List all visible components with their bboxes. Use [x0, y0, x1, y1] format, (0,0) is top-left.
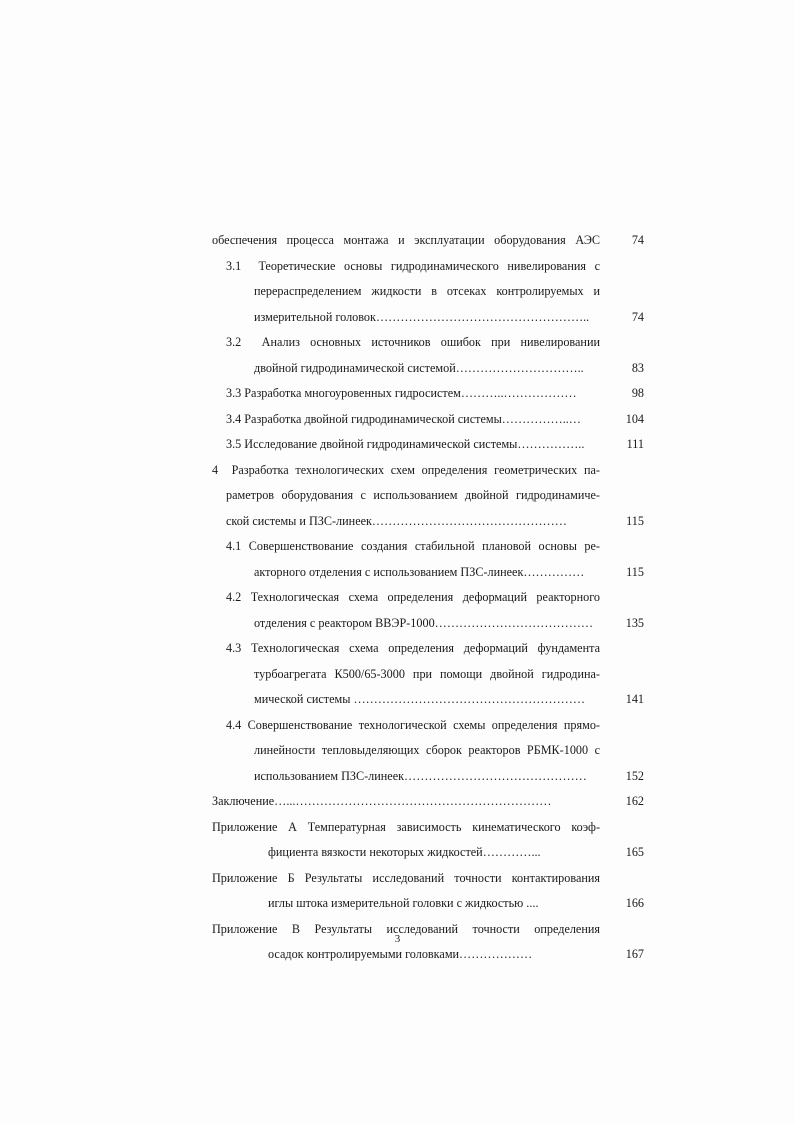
toc-line: использованием ПЗС-линеек……………………………………… — [254, 768, 587, 783]
toc-page-number: 152 — [625, 768, 644, 783]
toc-page-number: 141 — [625, 692, 644, 706]
toc-line: измерительной головок…………………………………………….. — [254, 309, 590, 324]
toc-line: осадок контролируемыми головками……………… — [268, 947, 533, 961]
toc-line: мической системы ………………………………………………… — [254, 692, 586, 706]
toc-entry-number: 3.4 — [226, 411, 242, 426]
toc-line: Разработка многоуровенных гидросистем………..……………… — [244, 386, 577, 400]
toc-page-number: 166 — [625, 896, 644, 910]
toc-page-number: 115 — [626, 513, 644, 528]
toc-entry-3-1 — [226, 254, 644, 331]
toc-page-number: 165 — [625, 845, 644, 859]
toc-line: акторного отделения с использованием ПЗС-линеек…………… — [254, 564, 585, 579]
toc-line: Исследование двойной гидродинамической системы…………….. — [244, 437, 585, 451]
toc-line: Анализ основных источников ошибок при нивелировании — [261, 335, 600, 349]
toc-page-number: 83 — [631, 360, 644, 375]
toc-line: перераспределением жидкости в отсеках контролируемых и — [254, 284, 600, 298]
toc-entry-3-2 — [226, 330, 644, 381]
toc-entry-number: 3.3 — [226, 386, 242, 400]
toc-line: Разработка технологических схем определения геометрических па- — [231, 462, 600, 477]
toc-line: иглы штока измерительной головки с жидкостью .... — [268, 896, 539, 910]
toc-page-number: 98 — [631, 386, 644, 400]
toc-entry-number: 4.1 — [226, 539, 242, 553]
toc-line: Разработка двойной гидродинамической системы……………..… — [244, 411, 581, 426]
toc-line: Заключение…...……………………………………………………… — [212, 794, 552, 808]
toc-entry-number: 4 — [212, 462, 219, 477]
toc-line: обеспечения процесса монтажа и эксплуатации оборудования АЭС — [212, 233, 600, 247]
toc-line: Приложение Б Результаты исследований точности контактирования — [212, 870, 600, 885]
toc-page-number: 74 — [631, 233, 644, 247]
toc-entry-chapter-4 — [212, 458, 644, 535]
toc-entry-continuation — [212, 228, 644, 254]
toc-page-number: 104 — [625, 411, 644, 426]
toc-line: Приложение В Результаты исследований точности определения — [212, 921, 600, 936]
toc-entry-3-3 — [226, 381, 644, 407]
toc-line: турбоагрегата К500/65-3000 при помощи двойной гидродина- — [254, 666, 600, 681]
toc-page-number: 74 — [631, 309, 644, 324]
toc-page-number: 115 — [626, 564, 644, 579]
toc-entry-4-3 — [226, 636, 644, 713]
toc-line: линейности тепловыделяющих сборок реакторов РБМК-1000 с — [254, 743, 600, 757]
toc-page-number: 167 — [625, 947, 644, 961]
toc-entry-3-5 — [226, 432, 644, 458]
toc-page-number: 135 — [625, 615, 644, 630]
toc-line: Технологическая схема определения деформаций фундамента — [250, 641, 600, 655]
toc-entry-4-4 — [226, 713, 644, 790]
toc-entry-appendix-a — [212, 815, 644, 866]
toc-entry-number: 4.3 — [226, 641, 242, 655]
toc-entry-number: 3.1 — [226, 258, 242, 273]
toc-line: раметров оборудования с использованием двойной гидродинамиче- — [226, 488, 600, 502]
toc-line: двойной гидродинамической системой………………………….. — [254, 360, 584, 375]
toc-entry-number: 4.2 — [226, 590, 242, 604]
toc-page-number: 162 — [625, 794, 644, 808]
toc-entry-3-4 — [226, 407, 644, 433]
toc-line: фициента вязкости некоторых жидкостей…………... — [268, 845, 541, 859]
toc-entry-number: 3.2 — [226, 335, 242, 349]
toc-entry-appendix-b — [212, 866, 644, 917]
toc-entry-4-2 — [226, 585, 644, 636]
toc-line: Теоретические основы гидродинамического нивелирования с — [258, 258, 600, 273]
toc-entry-number: 4.4 — [226, 717, 242, 732]
toc-line: Совершенствование технологической схемы определения прямо- — [247, 717, 600, 732]
toc-line: отделения с реактором ВВЭР-1000………………………………… — [254, 615, 594, 630]
page-number-footer: 3 — [394, 933, 401, 945]
toc-line: Технологическая схема определения деформаций реакторного — [250, 590, 600, 604]
toc-entry-4-1 — [226, 534, 644, 585]
toc-line: Приложение А Температурная зависимость кинематического коэф- — [212, 819, 600, 834]
table-of-contents — [212, 228, 644, 968]
toc-line: ской системы и ПЗС-линеек………………………………………… — [226, 513, 567, 528]
toc-page-number: 111 — [626, 437, 644, 451]
toc-entry-number: 3.5 — [226, 437, 242, 451]
toc-line: Совершенствование создания стабильной плановой основы ре- — [248, 539, 600, 553]
toc-entry-conclusion — [212, 789, 644, 815]
